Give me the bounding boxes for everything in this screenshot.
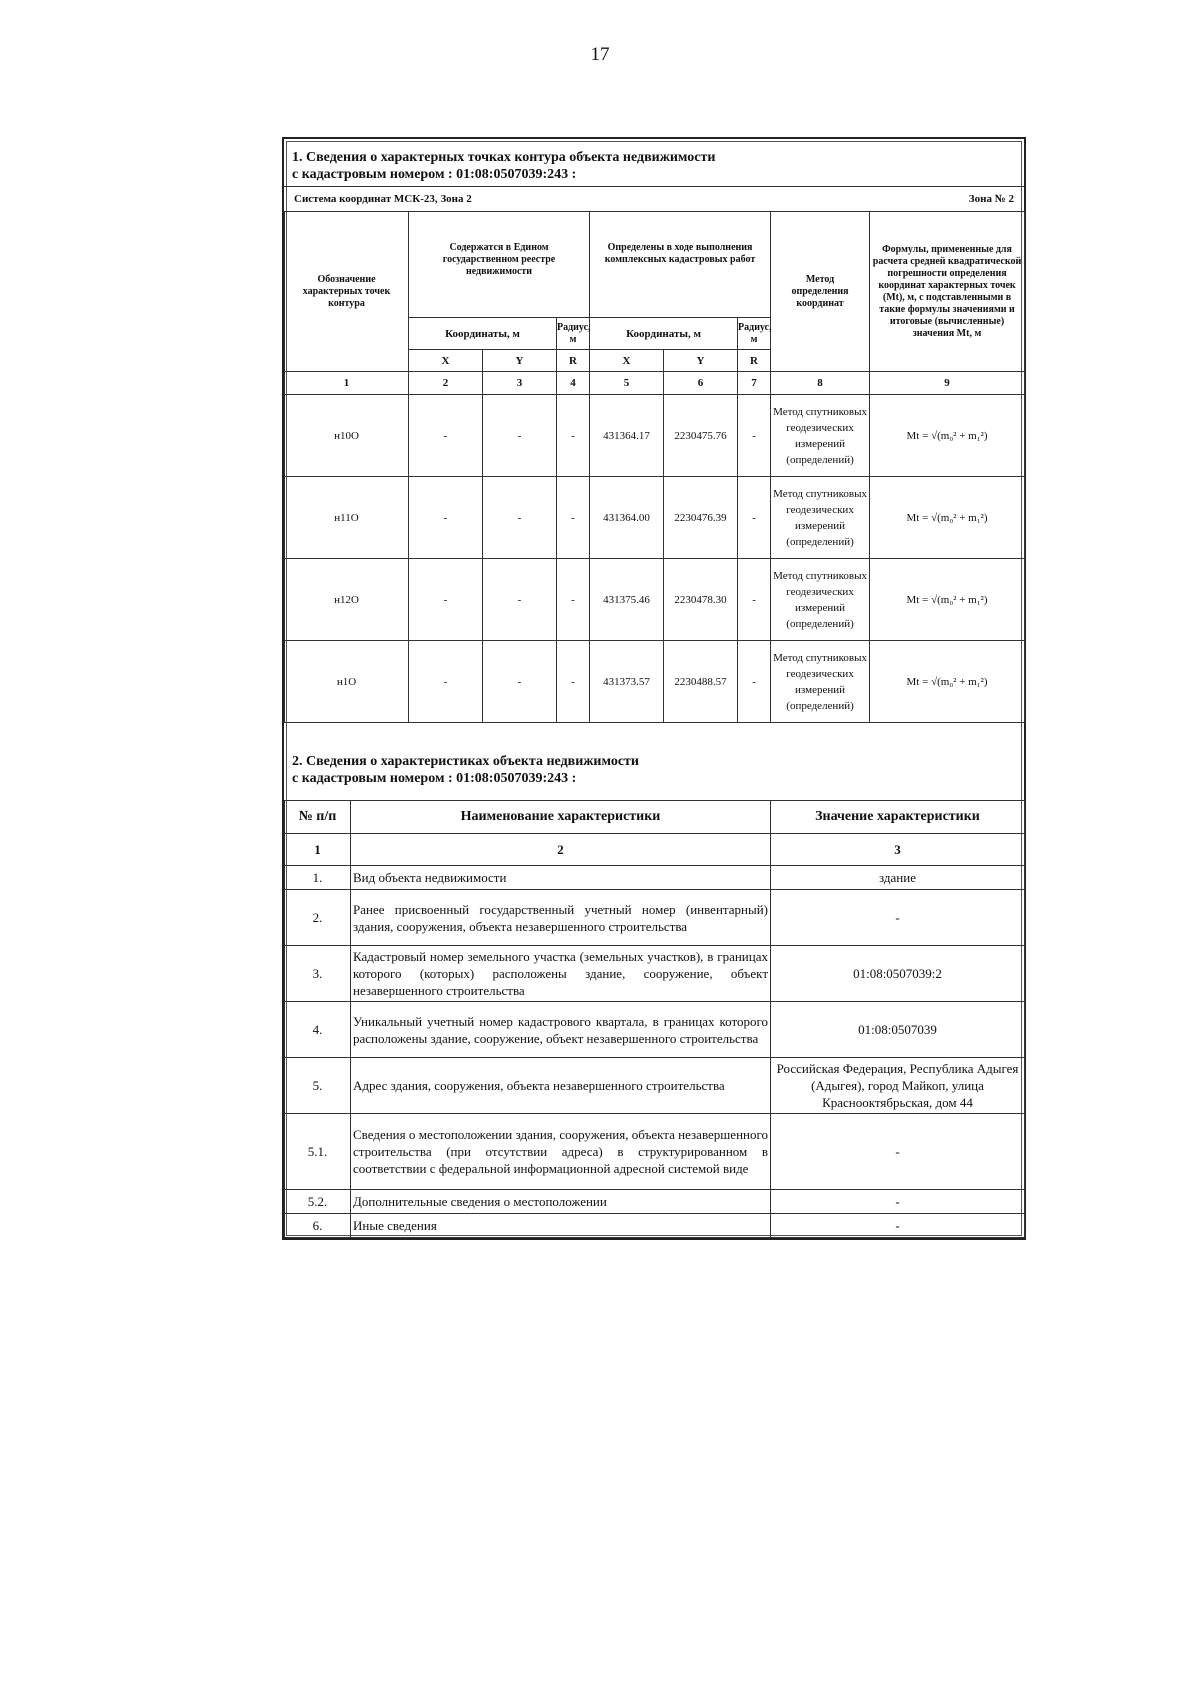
header-complex-works: Определены в ходе выполнения комплексных кадастровых работ [590,212,771,318]
header-name: Наименование характеристики [351,801,771,834]
row-number: 5.1. [285,1114,351,1190]
header-r-complex: R [738,350,771,372]
y-complex: 2230478.30 [664,559,738,641]
table-row [285,477,1025,559]
section2-title-line1: 2. Сведения о характеристиках объекта недвижимости [292,754,639,769]
col-number: 1 [285,372,409,395]
characteristic-name: Вид объекта недвижимости [351,866,771,890]
x-egrn: - [409,395,483,477]
table-row [285,1214,1025,1238]
coordinate-system: Система координат МСК-23, Зона 2 [294,193,472,205]
point-name: н1О [285,641,409,723]
method-cell: Метод спутниковых геодезических измерений (определений) [771,477,870,559]
col-number: 2 [351,834,771,866]
r-egrn: - [557,641,590,723]
row-number: 5.2. [285,1190,351,1214]
header-y-complex: Y [664,350,738,372]
r-complex: - [738,641,771,723]
col-number: 7 [738,372,771,395]
table-row [285,1114,1025,1190]
r-complex: - [738,559,771,641]
characteristic-name: Уникальный учетный номер кадастрового квартала, в границах которого расположены здание, сооружение, объект незавершенного строительства [351,1002,771,1058]
header-radius-egrn: Радиус, м [557,318,590,350]
header-y-egrn: Y [483,350,557,372]
y-complex: 2230488.57 [664,641,738,723]
y-complex: 2230476.39 [664,477,738,559]
row-number: 2. [285,890,351,946]
point-name: н11О [285,477,409,559]
header-radius-complex: Радиус, м [738,318,771,350]
r-complex: - [738,395,771,477]
point-name: н10О [285,395,409,477]
x-egrn: - [409,477,483,559]
characteristic-value: здание [771,866,1025,890]
x-complex: 431375.46 [590,559,664,641]
characteristic-name: Ранее присвоенный государственный учетный номер (инвентарный) здания, сооружения, объекта незавершенного строительства [351,890,771,946]
section1-title-line1: 1. Сведения о характерных точках контура объекта недвижимости [292,150,716,165]
page-number: 17 [590,44,610,65]
document-frame [282,137,1026,1240]
y-egrn: - [483,477,557,559]
section1-title-line2: с кадастровым номером : 01:08:0507039:243 : [292,167,577,182]
table-row [285,395,1025,477]
section1-title [292,149,715,183]
table-row [285,1002,1025,1058]
col-number: 2 [409,372,483,395]
col-number: 9 [870,372,1025,395]
header-r-egrn: R [557,350,590,372]
r-egrn: - [557,559,590,641]
row-number: 6. [285,1214,351,1238]
point-name: н12О [285,559,409,641]
r-egrn: - [557,477,590,559]
table-row [285,1058,1025,1114]
header-method: Метод определения координат [771,212,870,372]
col-number: 6 [664,372,738,395]
characteristic-value: 01:08:0507039 [771,1002,1025,1058]
col-number: 4 [557,372,590,395]
header-egrn: Содержатся в Едином государственном реестре недвижимости [409,212,590,318]
r-egrn: - [557,395,590,477]
col-number: 5 [590,372,664,395]
formula-cell: Mt = √(m₀² + m₁²) [870,477,1025,559]
col-number: 1 [285,834,351,866]
zone-label: Зона № 2 [968,193,1014,205]
row-number: 1. [285,866,351,890]
method-cell: Метод спутниковых геодезических измерений (определений) [771,641,870,723]
coordinate-system-bar [284,186,1024,211]
characteristic-value: Российская Федерация, Республика Адыгея (Адыгея), город Майкоп, улица Краснооктябрьская, дом 44 [771,1058,1025,1114]
formula-cell: Mt = √(m₀² + m₁²) [870,559,1025,641]
table-row [285,866,1025,890]
table-row [285,890,1025,946]
header-coords-complex: Координаты, м [590,318,738,350]
table-row [285,641,1025,723]
y-egrn: - [483,395,557,477]
characteristic-value: 01:08:0507039:2 [771,946,1025,1002]
characteristic-name: Сведения о местоположении здания, сооружения, объекта незавершенного строительства (при отсутствии адреса) в структурированном в соответствии с федеральной информационной адресной системой виде [351,1114,771,1190]
method-cell: Метод спутниковых геодезических измерений (определений) [771,395,870,477]
x-egrn: - [409,559,483,641]
y-egrn: - [483,641,557,723]
col-number: 8 [771,372,870,395]
r-complex: - [738,477,771,559]
x-complex: 431364.00 [590,477,664,559]
x-complex: 431373.57 [590,641,664,723]
header-designation: Обозначение характерных точек контура [285,212,409,372]
table-row [285,1190,1025,1214]
row-number: 4. [285,1002,351,1058]
characteristic-value: - [771,1114,1025,1190]
y-complex: 2230475.76 [664,395,738,477]
header-x-complex: X [590,350,664,372]
header-x-egrn: X [409,350,483,372]
y-egrn: - [483,559,557,641]
characteristic-value: - [771,890,1025,946]
characteristic-value: - [771,1190,1025,1214]
characteristic-name: Адрес здания, сооружения, объекта незавершенного строительства [351,1058,771,1114]
row-number: 5. [285,1058,351,1114]
table-row [285,559,1025,641]
characteristic-name: Кадастровый номер земельного участка (земельных участков), в границах которого (которых) расположены здание, сооружение, объект незавершенного строительства [351,946,771,1002]
characteristic-name: Дополнительные сведения о местоположении [351,1190,771,1214]
header-value: Значение характеристики [771,801,1025,834]
method-cell: Метод спутниковых геодезических измерений (определений) [771,559,870,641]
column-numbers-row [285,372,1025,395]
header-formula: Формулы, примененные для расчета средней квадратической погрешности определения координат характерных точек (Mt), м, с подставленными в такие формулы значениями и итоговые (вычисленные) значения Mt, м [870,212,1025,372]
column-numbers-row [285,834,1025,866]
characteristic-points-table [284,211,1025,723]
col-number: 3 [771,834,1025,866]
x-egrn: - [409,641,483,723]
table-row [285,946,1025,1002]
formula-cell: Mt = √(m₀² + m₁²) [870,395,1025,477]
header-coords-egrn: Координаты, м [409,318,557,350]
characteristic-value: - [771,1214,1025,1238]
col-number: 3 [483,372,557,395]
header-num: № п/п [285,801,351,834]
section2-title [292,753,639,787]
x-complex: 431364.17 [590,395,664,477]
section2-title-line2: с кадастровым номером : 01:08:0507039:243 : [292,771,577,786]
row-number: 3. [285,946,351,1002]
characteristic-name: Иные сведения [351,1214,771,1238]
object-characteristics-table [284,800,1025,1238]
formula-cell: Mt = √(m₀² + m₁²) [870,641,1025,723]
